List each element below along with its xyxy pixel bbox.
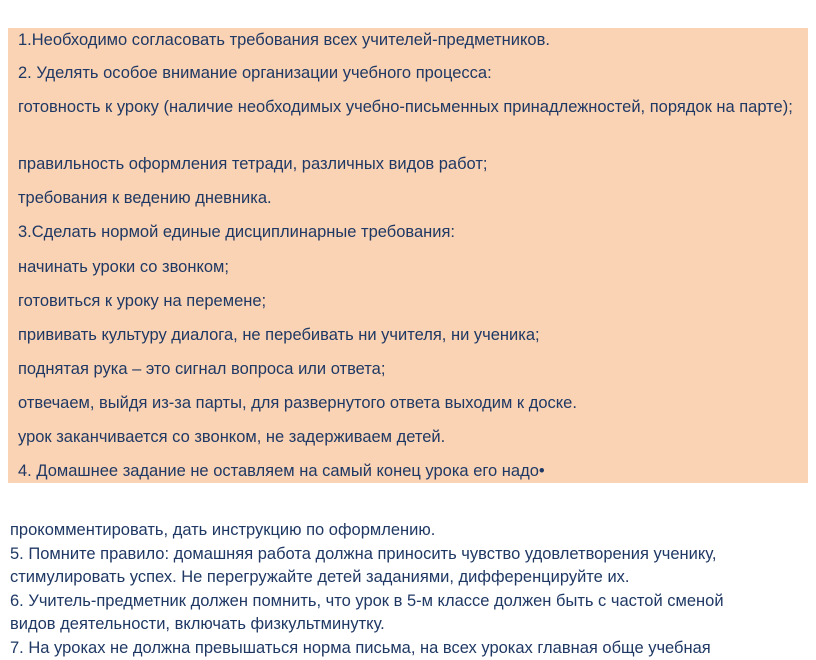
text-line: прививать культуру диалога, не перебивать ни учителя, ни ученика;: [18, 324, 540, 346]
text-line: готовиться к уроку на перемене;: [18, 290, 266, 312]
text-line: 4. Домашнее задание не оставляем на самый конец урока его надо•: [18, 460, 545, 482]
highlighted-text-block: [8, 28, 808, 483]
text-line: 2. Уделять особое внимание организации учебного процесса:: [18, 62, 492, 84]
text-line: начинать уроки со звонком;: [18, 256, 229, 278]
text-line: требования к ведению дневника.: [18, 187, 272, 209]
text-line: правильность оформления тетради, различных видов работ;: [18, 153, 488, 175]
text-line: поднятая рука – это сигнал вопроса или ответа;: [18, 358, 385, 380]
text-line: 5. Помните правило: домашняя работа должна приносить чувство удовлетворения ученику,: [10, 543, 806, 567]
text-line: 6. Учитель-предметник должен помнить, что урок в 5-м классе должен быть с частой сменой: [10, 590, 806, 614]
text-line: видов деятельности, включать физкультминутку.: [10, 613, 806, 637]
text-line: прокомментировать, дать инструкцию по оформлению.: [10, 519, 806, 543]
text-line: 1.Необходимо согласовать требования всех учителей-предметников.: [18, 29, 550, 51]
plain-text-block: [10, 519, 806, 660]
text-line: урок заканчивается со звонком, не задерживаем детей.: [18, 426, 445, 448]
text-line: 7. На уроках не должна превышаться норма письма, на всех уроках главная обще учебная: [10, 637, 806, 660]
text-line: готовность к уроку (наличие необходимых учебно-письменных принадлежностей, порядок на парте);: [18, 96, 798, 118]
text-line: отвечаем, выйдя из-за парты, для развернутого ответа выходим к доске.: [18, 392, 577, 414]
text-line: 3.Сделать нормой единые дисциплинарные требования:: [18, 221, 455, 243]
text-line: стимулировать успех. Не перегружайте детей заданиями, дифференцируйте их.: [10, 566, 806, 590]
